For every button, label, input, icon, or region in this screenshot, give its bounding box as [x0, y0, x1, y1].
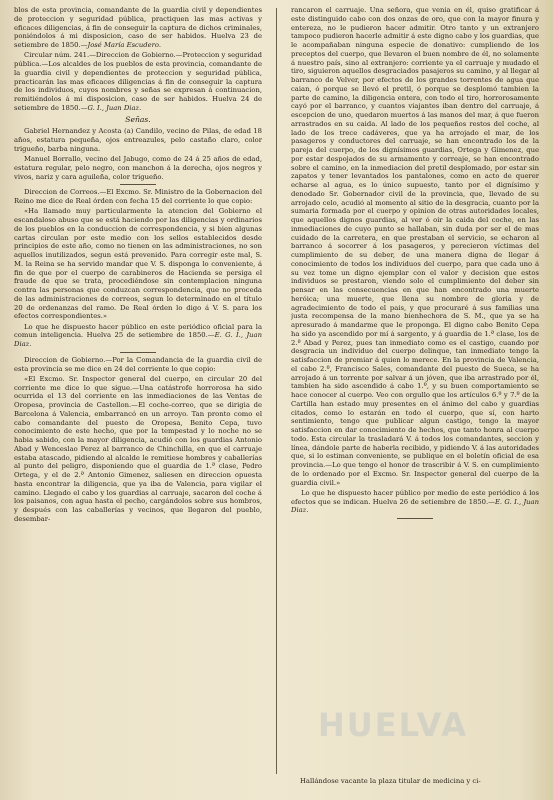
- right-column: [291, 6, 539, 776]
- paragraph: [14, 323, 262, 349]
- paragraph: [14, 51, 262, 112]
- paragraph-text: Gabriel Hernandez y Acosta (a) Candilo, vecino de Pilas, de edad 18 años, estatura pequeña, ojos entreazules, pelo castaño claro, color trigueño, barba ninguna.: [14, 127, 262, 153]
- section-heading: Señas.: [125, 114, 151, 124]
- columns: [14, 6, 539, 776]
- signature: G. I., Juan Diaz.: [87, 103, 142, 112]
- footer-line: Hallándose vacante la plaza titular de medicina y ci-: [300, 777, 481, 786]
- paragraph-text: Lo que he dispuesto hacer público en este periódico oficial para la comun inteligencia. Huelva 25 de setiembre de 1850.—: [14, 322, 262, 340]
- library-watermark: HUELVA: [318, 706, 468, 744]
- signature: E. G. I., Juan Diaz.: [14, 331, 262, 348]
- paragraph-text: Manuel Borrallo, vecino del Jabugo, como de 24 á 25 años de edad, estatura regular, pelo negro, con manchon á la derecha, ojos negros y vivos, nariz y cara aguileña, color trigueño.: [14, 155, 262, 181]
- signature: José María Escudero.: [87, 41, 161, 49]
- paragraph-text: rancaron el carruaje. Una señora, que venia en él, quiso gratificar á este distinguido cabo con dos onzas de oro, que con la mayor finura y entereza, no le pudieron hacer admitir. Otro tanto y un extranjero tampoco pudieron hacerle admitir á este digno cabo y los guardias, que le acompañaban ninguna especie de donativo: cumpliendo de los preceptos del cuerpo, que llevaron el buen nombre de él, no solamente á nuestro país, sino al extranjero: corriente ya el carruaje y mudado el tiro, siguieron aquellos desgraciados pasajeros su camino, y al llegar al barranco de Velver, por efectos de los grandes torrentes de agua que caian, ó porque se llevó el pretil, ó porque se desplomó tambien la parte de camino, la diligencia entera, con todo el tiro, horrorosamente cayó por el barranco, y cuantos viajantes iban dentro del carruaje, á escepcion de uno, quedaron muertos á las manos del mar, á que fueron arrastrados en su caida. Al lado de los pequeños restos del coche, al lado de los trece cadáveres, que ya ha arrojado el mar, de los pasageros y conductores del carruaje, se han encontrado los de la pareja del cuerpo, de los dignísimos guardias, Ortega y Gimenez, que por estar despojados de su armamento y correaje, se han encontrado sobre el camino, en la inmediacion del pretil desplomado, por estar sin zapatos y tener levantados los pantalones, como en acto de querer echarse al agua, es lo único supuesto, tanto por el dignísimo y denodado Sr. Gobernador civil de la provincia, que, llevado de su arrojado celo, acudió al momento al sitio de la desgracia, cuanto por la sumaria formada por el cuerpo y opinion de otras autoridades locales, que aquellos dignos guardias, al ver ó oir la caida del coche, en las inmediaciones de cuyo punto se hallaban, sin duda por ser el de mas cuidado de la carretera, en que prestaban el servicio, se echaron al barranco á socorrer á los pasageros, y perecieron víctimas del cumplimiento de su deber, de una manera digna de llegar á conocimiento de todos los individuos del cuerpo, para que cada uno á su vez tome un digno ejemplar con el valor y decision que estos individuos se prestaron, viendo solo el cumplimiento del deber sin pensar en las consecuencias en que han encontrado una muerte heróica; una muerte, que llena su nombre de gloria y de agradecimiento de todo el pais, y que procuraré á sus familias una justa recompensa de la mano bienhechora de S. M., que ya se ha apresurado á mandarme que le proponga. El digno cabo Benito Cepa ha sido ya ascendido por mí á sargento, y á guardia de 1.ª clase, los de 2.ª Abad y Perez, pues tan inmediato como es el castigo, cuando por desgracia un individuo del cuerpo delinque, tan inmediato tengo la satisfaccion de premiar á quien lo merece. En la provincia de Valencia, el cabo 2.º, Francisco Sales, comandante del puesto de Sueca, se ha arrojado á un torrente por salvar á un jóven, que iba arrastrado por él, tambien ha sido ascendido á cabo 1.º, y su buen comportamiento se hace conocer al cuerpo. Veo con orgullo que los artículos 6.º y 7.º de la Cartilla han estado muy presentes en el ánimo del cabo y guardias citados, como lo estarán en todo el cuerpo, que sí, con harto sentimiento, tengo que publicar algun castigo, tengo la mayor satisfaccion en dar conocimiento de hechos, que tanto honra al cuerpo todo. Esta circular la trasladará V. á todos los comandantes, seccion y línea, dándole parte de haberla recibido, y pidiendo V. á las autoridades que, si lo estiman conveniente, se publique en el boletín oficial de esa provincia.—Lo que tengo el honor de trascribir á V. S. en cumplimiento de lo ordenado por el Excmo. Sr. Inspector general del cuerpo de la guardia civil.»: [291, 6, 539, 487]
- paragraph-text: Direccion de Gobierno.—Por la Comandancia de la guardia civil de esta provincia se me dice en 24 del corriente lo que copio:: [14, 355, 262, 373]
- column-rule: [276, 8, 277, 774]
- paragraph: [14, 356, 262, 374]
- paragraph-text: Lo que he dispuesto hacer público por medio de este periódico á los efectos que se indican. Huelva 26 de setiembre de 1850.—: [291, 488, 539, 506]
- separator-rule: [120, 184, 156, 185]
- paragraph: [291, 6, 539, 487]
- left-column: [14, 6, 262, 776]
- paragraph-text: blos de esta provincia, comandante de la guardia civil y dependientes de proteccion y seguridad pública, practiquen las mas activas y eficaces diligencias, á fin de conseguir la captura de dichos criminales, poniéndolos á mi disposicion, caso de ser habidos. Huelva 23 de setiembre de 1850.—: [14, 6, 262, 49]
- paragraph: [14, 188, 262, 206]
- paragraph-text: «El Excmo. Sr. Inspector general del cuerpo, en circular 20 del corriente me dice lo que sigue.—Una catástrofe horrorosa ha sido ocurrida el 13 del corriente en las inmediaciones de las Ventas de Oropesa, provincia de Castellon.—El coche-correo, que se dirigia de Barcelona á Valencia, embarrancó en un arroyo. Tan pronto como el cabo comandante del puesto de Oropesa, Benito Cepa, tuvo conocimiento de este hecho, que por la tempestad y lo noche no se habia sabido, con la mayor diligencia, acudió con los guardias Antonio Abad y Wenceslao Perez al barranco de Chinchilla, en que el carruaje estaba atascado, pidiendo al alcalde le remitiese hombres y caballerías al punto del peligro, disponiendo que el guardia de 1.ª clase, Pedro Ortega, y el de 2.ª Antonio Gimenez, saliesen en direccion opuesta hasta encontrar la diligencia, que ya iba de Valencia, para vigilar el camino. Llegado el cabo y los guardias al carruaje, sacaron del coche á los paisanos, con agua hasta el pecho, cargándolos sobre sus hombros, y después con las caballerías y vecinos, que llegaron del pueblo, desembar-: [14, 374, 262, 523]
- separator-rule: [397, 518, 433, 519]
- paragraph: [14, 6, 262, 50]
- paragraph: [14, 375, 262, 524]
- paragraph-text: Circular núm. 241.—Direccion de Gobierno.—Proteccion y seguridad pública.—Los alcaldes de los pueblos de esta provincia, comandante de la guardia civil y dependientes de proteccion y seguridad pública, practicarán las mas eficaces diligencias á fin de conseguir la captura de los individuos, cuyos nombres y señas se expresan á continuacion, remitiéndolos á mi disposicion, caso de ser habidos. Huelva 24 de setiembre de 1850.—: [14, 51, 262, 112]
- paragraph: [14, 155, 262, 181]
- separator-rule: [120, 352, 156, 353]
- signature: E. G. I., Juan Diaz.: [291, 497, 539, 515]
- paragraph-text: Direccion de Correos.—El Excmo. Sr. Ministro de la Gobernacion del Reino me dice de Real órden con fecha 15 del corriente lo que copio:: [14, 188, 262, 205]
- paragraph: [291, 489, 539, 515]
- paragraph: [14, 207, 262, 321]
- paragraph: [14, 127, 262, 153]
- paragraph-text: «Ha llamado muy particularmente la atencion del Gobierno el escandaloso abuso que se está haciendo por las diligencias y ordinarios de los pueblos en la conduccion de correspondencia, y si bien algunas cartas circulan por este medio con los sellos establecidos desde principios de este año, como no tienen en las administraciones, no son aquellos inutilizados, segun está prevenido. Para corregir este mal, S. M. la Reina se ha servido mandar que V. S. disponga lo conveniente, á fin de que por el cuerpo de carabineros de Hacienda se persiga el fraude de que se trata, procediéndose sin contemplacion ninguna contra las personas que conduzcan correspondencia, que no proceda de las administraciones de correos, segun lo determinado en el título 20 de ordenanzas del ramo. De Real órden lo digo á V. S. para los efectos correspondientes.»: [14, 207, 262, 321]
